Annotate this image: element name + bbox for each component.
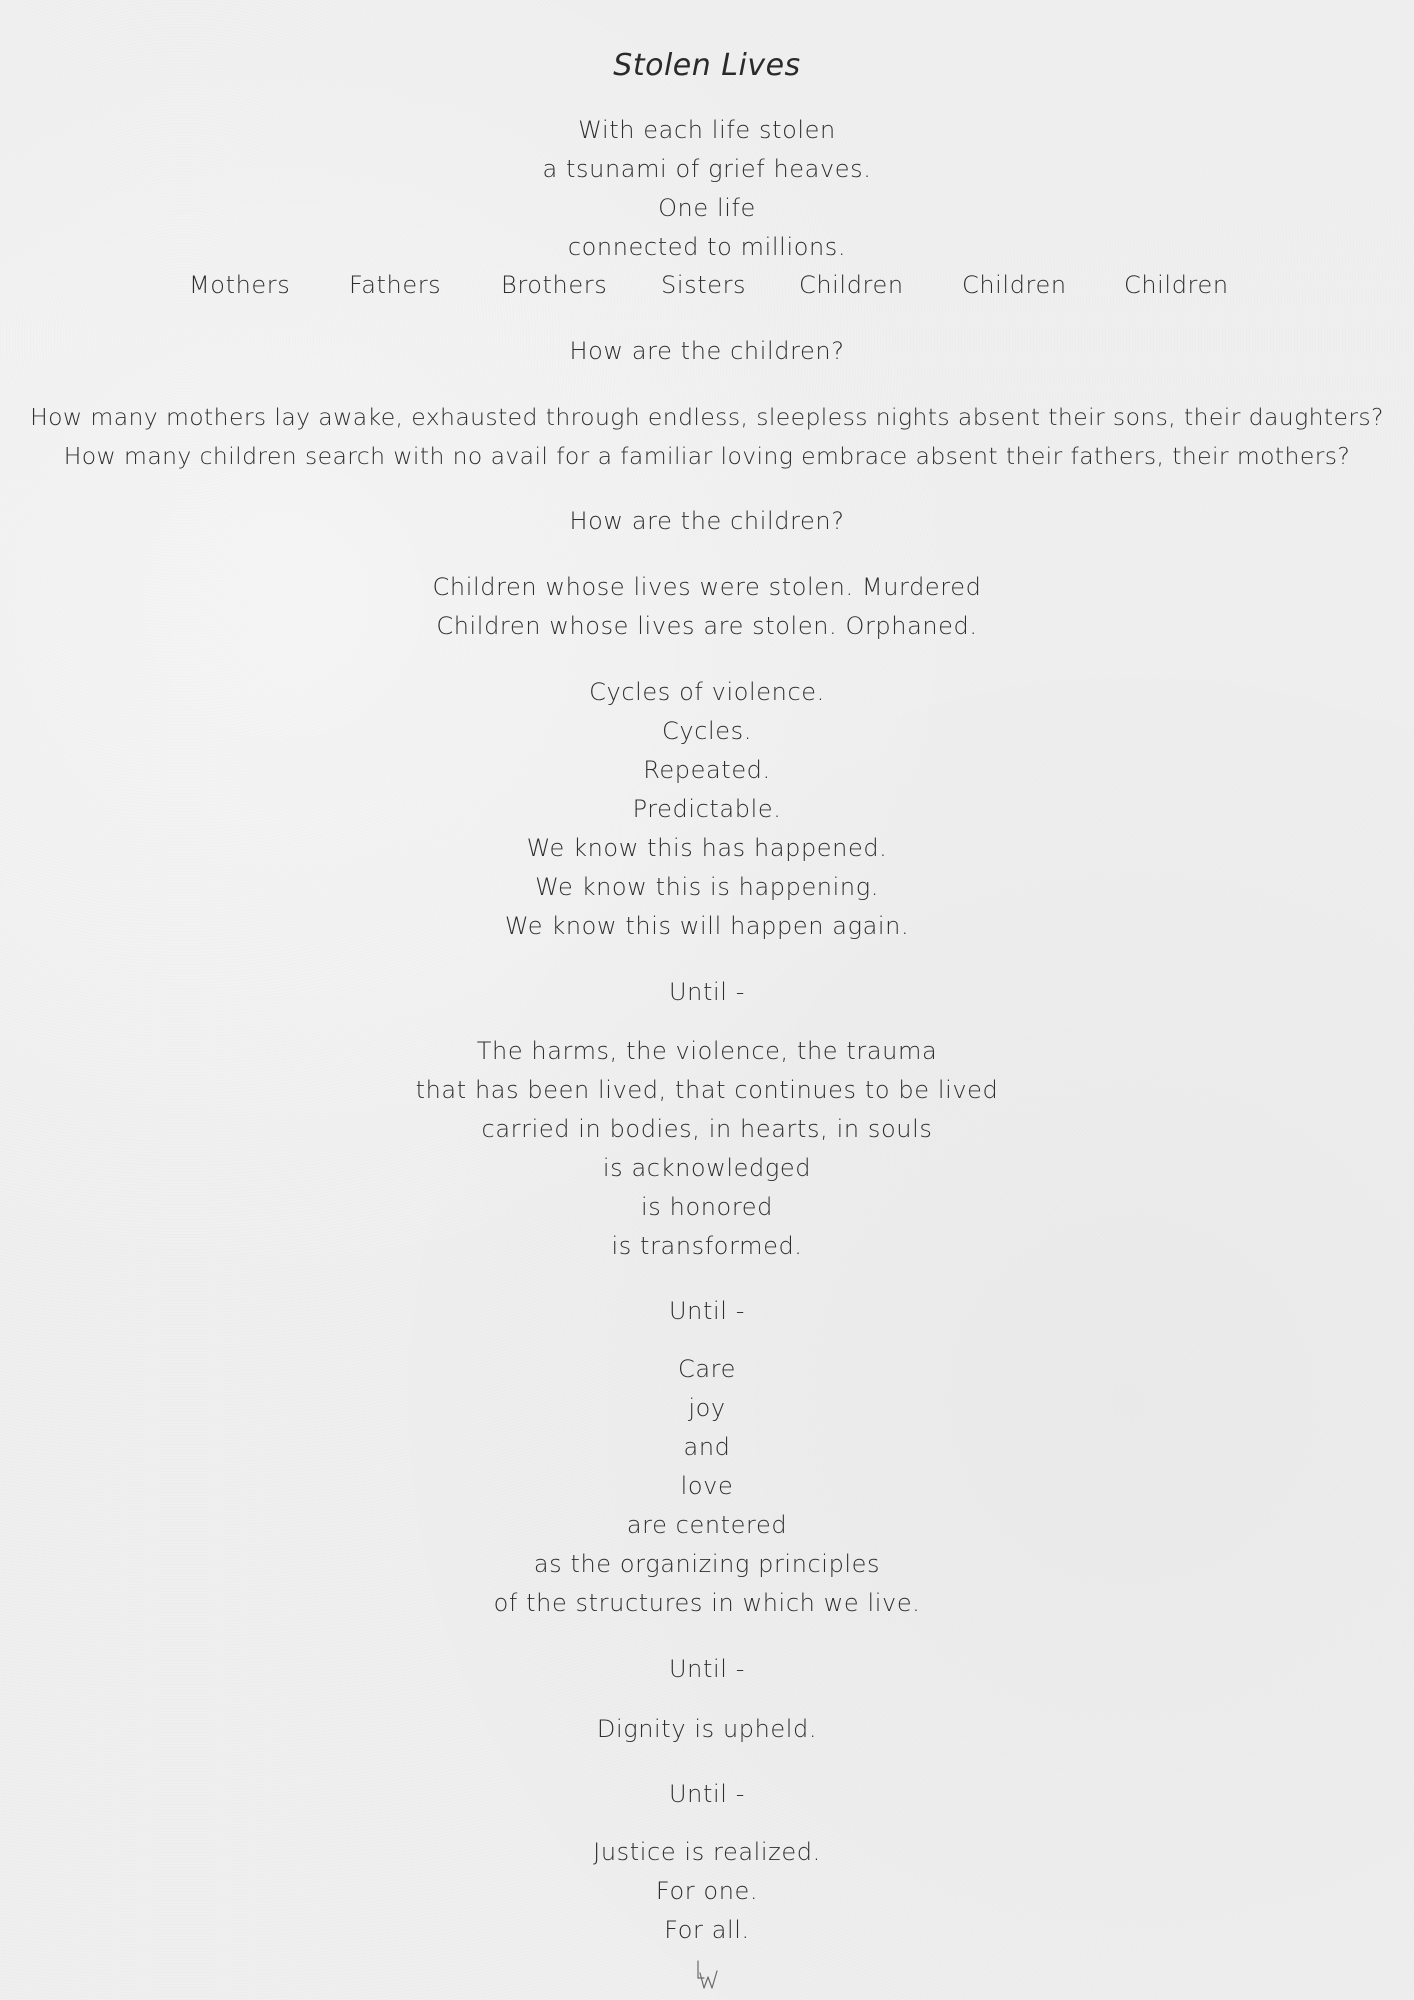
poem-line: Dignity is upheld. bbox=[596, 1715, 818, 1743]
poem-line: We know this will happen again. bbox=[504, 912, 910, 940]
family-word: Children bbox=[799, 271, 904, 299]
poem-line: One life bbox=[658, 194, 756, 222]
until-line: Until - bbox=[668, 1780, 745, 1808]
poem-line: Cycles of violence. bbox=[589, 678, 825, 706]
poem-line: Repeated. bbox=[643, 756, 771, 784]
family-word: Brothers bbox=[501, 271, 608, 299]
poem-line: is honored bbox=[641, 1193, 773, 1221]
poem-line: love bbox=[680, 1472, 734, 1500]
family-word: Mothers bbox=[189, 271, 291, 299]
poem-line: of the structures in which we live. bbox=[493, 1589, 921, 1617]
poem-line: We know this is happening. bbox=[535, 873, 879, 901]
poem-line: Care bbox=[678, 1355, 736, 1383]
poem-line: that has been lived, that continues to be lived bbox=[415, 1076, 999, 1104]
poem-line: Justice is realized. bbox=[593, 1838, 821, 1866]
family-word: Children bbox=[962, 271, 1067, 299]
poem-line: Children whose lives are stolen. Orphaned. bbox=[436, 612, 978, 640]
poem-line: For all. bbox=[664, 1916, 750, 1944]
poem-line: With each life stolen bbox=[578, 116, 836, 144]
poem-line: as the organizing principles bbox=[533, 1550, 881, 1578]
poem-line: and bbox=[683, 1433, 731, 1461]
refrain-line: How are the children? bbox=[569, 507, 845, 535]
poem-line: Predictable. bbox=[632, 795, 782, 823]
poem-line: We know this has happened. bbox=[526, 834, 888, 862]
family-word: Fathers bbox=[349, 271, 442, 299]
poem-line: is acknowledged bbox=[602, 1154, 812, 1182]
signature-mark bbox=[690, 1958, 724, 1992]
question-line: How many mothers lay awake, exhausted through endless, sleepless nights absent their sons, their daughters? bbox=[30, 403, 1384, 431]
poem-line: The harms, the violence, the trauma bbox=[476, 1037, 938, 1065]
poem-line: Cycles. bbox=[662, 717, 752, 745]
poem-line: are centered bbox=[626, 1511, 788, 1539]
family-word: Children bbox=[1124, 271, 1229, 299]
poem-line: connected to millions. bbox=[567, 233, 847, 261]
family-word: Sisters bbox=[661, 271, 747, 299]
poem-line: joy bbox=[688, 1394, 726, 1422]
poem-line: carried in bodies, in hearts, in souls bbox=[481, 1115, 933, 1143]
question-line: How many children search with no avail for a familiar loving embrace absent their fathers, their mothers? bbox=[63, 442, 1351, 470]
until-line: Until - bbox=[668, 1655, 745, 1683]
refrain-line: How are the children? bbox=[569, 337, 845, 365]
until-line: Until - bbox=[668, 978, 745, 1006]
poem-line: For one. bbox=[655, 1877, 759, 1905]
until-line: Until - bbox=[668, 1297, 745, 1325]
poem-title: Stolen Lives bbox=[613, 48, 801, 83]
poem-line: is transformed. bbox=[611, 1232, 803, 1260]
poem-line: a tsunami of grief heaves. bbox=[542, 155, 872, 183]
signature-monogram bbox=[690, 1958, 724, 1992]
poem-line: Children whose lives were stolen. Murdered bbox=[432, 573, 982, 601]
